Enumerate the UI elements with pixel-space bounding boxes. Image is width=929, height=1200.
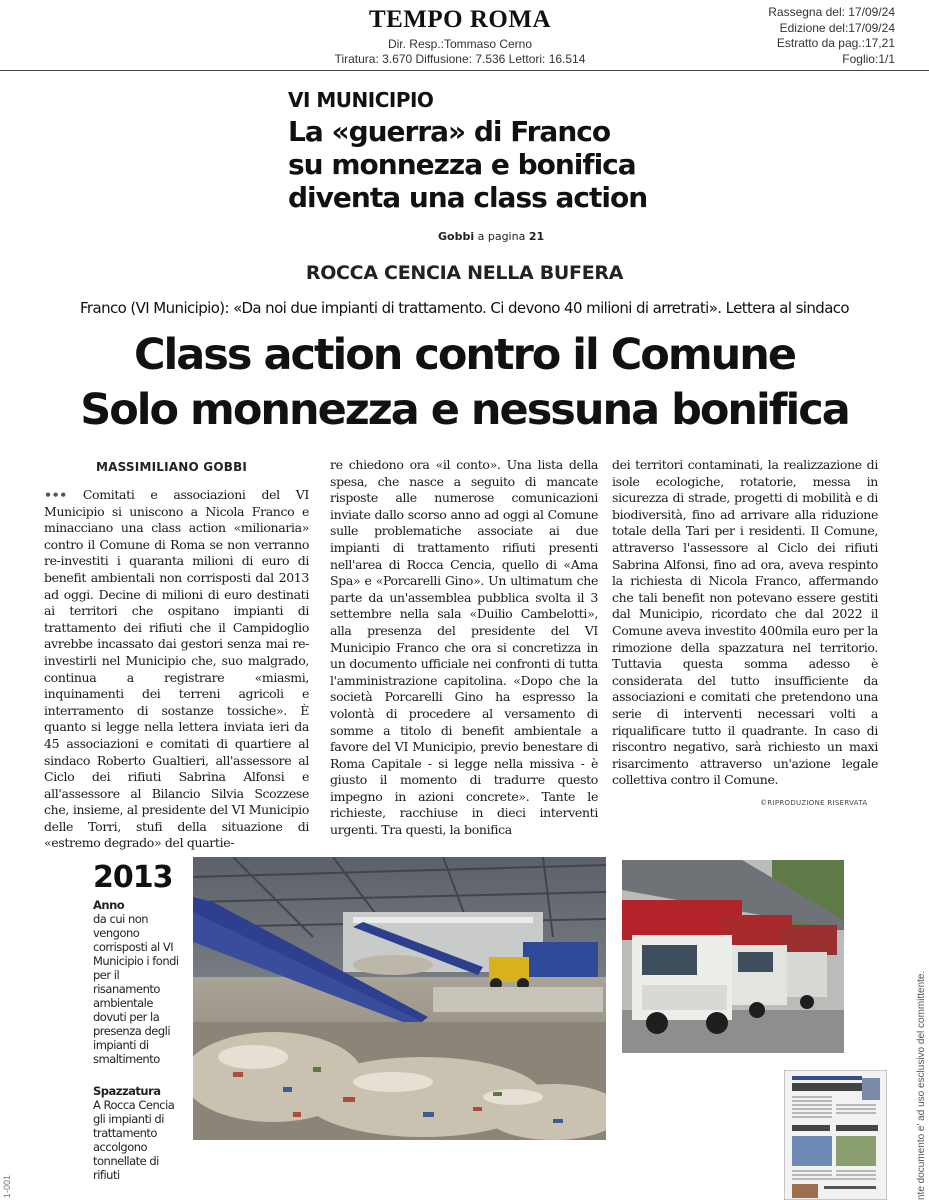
teaser-ref-text: a pagina (477, 230, 526, 243)
page-thumbnail (784, 1070, 887, 1200)
teaser-title-line: La «guerra» di Franco (288, 115, 611, 148)
column-1-text: Comitati e associazioni del VI Municipio si uniscono a Nicola Franco e minacciano una class action «milionaria» contro il Comune di Roma se non verranno re-investiti i quaranta milioni di euro di benefit ambientali non corrisposti dal 2013 ad oggi. Decine di milioni di euro destinati ai territori che ospitano impianti di trattamento dei rifiuti che il Campidoglio avrebbe incassato dai gestori senza mai re-investirli nel Municipio che, suo malgrado, continua a registrare «miasmi, inquinamenti dei terreni agricoli e interramento di sostanze tossiche». È quanto si legge nella lettera inviata ieri da 45 associazioni e comitati di quartiere al sindaco Roberto Gualtieri, all'assessore al Ciclo dei rifiuti Sabrina Alfonsi e all'assessore al Bilancio Silvia Scozzese che, insieme, al presidente del VI Municipio delle Torri, stufi della situazione di «estremo degrado» del quartie- (44, 487, 310, 851)
circulation-line: Tiratura: 3.670 Diffusione: 7.536 Lettori: 16.514 (334, 52, 586, 66)
clipping-metadata (675, 5, 895, 67)
side-note (906, 930, 926, 1200)
article-column-3: dei territori contaminati, la realizzazione di isole ecologiche, rotatorie, messa in sicurezza di strade, progetti di mobilità e di biodiversità, fino ad arrivare alla riduzione totale della Tari per i residenti. Il Comune, attraverso l'assessore al Ciclo dei rifiuti Sabrina Alfonsi, fino ad ora, aveva respinto la richiesta di Nicola Franco, affermando che tali benefit non potevano essere gestiti dal Municipio, ricordato che dal 2022 il Comune aveva investito 400mila euro per la rimozione della spazzatura nel territorio. Tuttavia questa somma adesso è considerata del tutto insufficiente da associazioni e comitati che pretendono una serie di interventi necessari volti a riqualificare tutto il quadrante. In caso di riscontro negativo, sarà richiesto un maxi risarcimento attraverso un'azione legale collettiva contro il Comune. (612, 457, 878, 788)
caption-year-title: Anno (93, 898, 125, 912)
headline-line: Class action contro il Comune (133, 330, 796, 380)
teaser-author: Gobbi (438, 230, 475, 243)
article-subhead: Franco (VI Municipio): «Da noi due impianti di trattamento. Ci devono 40 milioni di arretrati». Lettera al sindaco (79, 299, 850, 317)
article-column-1 (44, 487, 309, 852)
newspaper-name: TEMPO ROMA (368, 6, 552, 33)
lead-bullets: ••• (44, 487, 67, 502)
teaser-title (288, 115, 728, 214)
teaser-page: 21 (528, 230, 545, 243)
page-id (0, 1150, 14, 1200)
article-kicker: ROCCA CENCIA NELLA BUFERA (305, 262, 624, 284)
copyright-notice: ©RIPRODUZIONE RISERVATA (760, 799, 868, 807)
extract-pages: Estratto da pag.:17,21 (776, 36, 895, 50)
teaser-title-line: su monnezza e bonifica (288, 148, 636, 181)
article-headline (0, 328, 929, 438)
caption-photo (93, 1084, 188, 1182)
caption-photo-title: Spazzatura (93, 1084, 161, 1098)
caption-photo-text: A Rocca Cencia gli impianti di trattamento accolgono tonnellate di rifiuti (93, 1098, 175, 1182)
caption-year (93, 898, 188, 1066)
teaser-title-line: diventa una class action (288, 181, 648, 214)
sheet-number: Foglio:1/1 (842, 51, 895, 66)
sidebar-year: 2013 (93, 860, 173, 895)
byline: MASSIMILIANO GOBBI (96, 460, 248, 474)
caption-year-text: da cui non vengono corrisposti al VI Municipio i fondi per il risanamento ambientale dovuti per la presenza degli impianti di smaltimento (93, 912, 179, 1066)
garbage-trucks-photo (622, 860, 844, 1053)
headline-line: Solo monnezza e nessuna bonifica (80, 385, 849, 435)
director-line: Dir. Resp.:Tommaso Cerno (387, 37, 533, 51)
rassegna-date: Rassegna del: 17/09/24 (768, 5, 895, 19)
waste-plant-photo (193, 857, 606, 1140)
article-column-2: re chiedono ora «il conto». Una lista della spesa, che nasce a seguito di mancate risposte alle numerose comunicazioni inviate dallo scorso anno ad oggi al Comune sulle problematiche associate ai due impianti di trattamento rifiuti presenti nell'area di Rocca Cencia, quello di «Ama Spa» e «Porcarelli Gino». Un ultimatum che parte da un'assemblea pubblica svolta il 3 settembre nella sala «Duilio Cambelotti», alla presenza del presidente del VI Municipio Franco che ora si concretizza in un documento ufficiale nei confronti di tutta l'amministrazione capitolina. «Dopo che la società Porcarelli Gino ha espresso la volontà di procedere al versamento di somme a titolo di benefit ambientale a favore del VI Municipio, previo benestare di Roma Capitale - si legge nella missiva - è giusto il momento di tradurre questo impegno in azioni concrete». Tante le richieste, racchiuse in dieci interventi urgenti. Tra questi, la bonifica (330, 457, 598, 838)
side-note-text: nte documento e' ad uso esclusivo del committente. (916, 970, 927, 1200)
teaser-kicker: VI MUNICIPIO (288, 88, 434, 112)
edition-date: Edizione del:17/09/24 (779, 20, 895, 35)
page-id-text: 1-001 (2, 1174, 12, 1198)
teaser-page-reference (438, 230, 544, 243)
